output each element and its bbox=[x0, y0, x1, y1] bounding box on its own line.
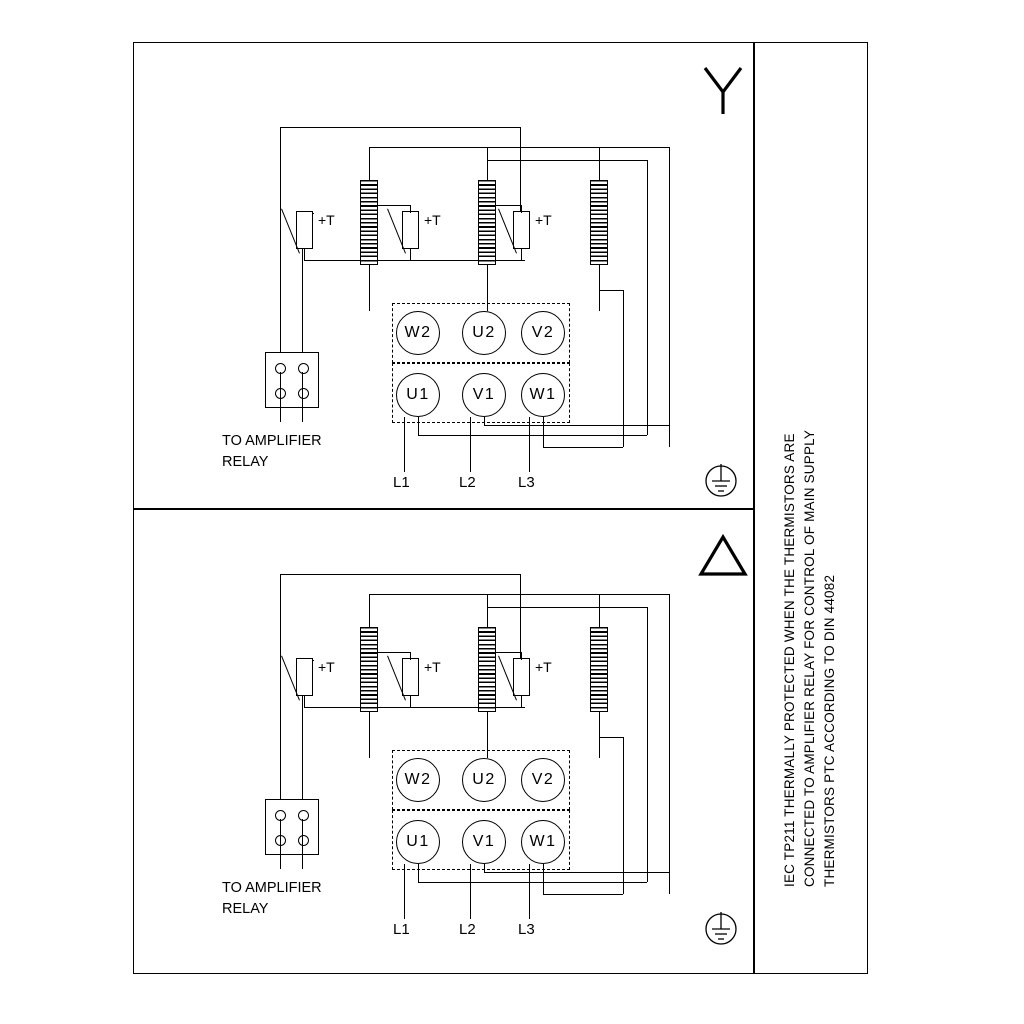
frame-divider-horizontal bbox=[133, 508, 753, 510]
return-wire bbox=[418, 864, 419, 882]
motor-winding-coil bbox=[590, 180, 608, 265]
motor-winding-coil bbox=[478, 180, 496, 265]
phase-lead-l1 bbox=[404, 864, 405, 919]
thermistor-wire bbox=[369, 205, 411, 206]
ptc-thermistor bbox=[296, 658, 313, 696]
connector-caption-line2: RELAY bbox=[222, 901, 269, 917]
motor-winding-coil bbox=[478, 627, 496, 712]
amplifier-connector-block[interactable] bbox=[265, 799, 319, 855]
side-note-line-3: THERMISTORS PTC ACCORDING TO DIN 44082 bbox=[822, 574, 837, 887]
thermistor-label: +T bbox=[318, 659, 335, 675]
terminal-u2[interactable]: U2 bbox=[462, 758, 506, 802]
phase-label-l1: L1 bbox=[393, 921, 410, 938]
bus-wire bbox=[647, 607, 648, 882]
ptc-thermistor bbox=[402, 211, 419, 249]
phase-label-l2: L2 bbox=[459, 474, 476, 491]
phase-lead-l2 bbox=[470, 864, 471, 919]
terminal-u1[interactable]: U1 bbox=[396, 820, 440, 864]
amplifier-connector-block[interactable] bbox=[265, 352, 319, 408]
connector-lead bbox=[302, 372, 303, 422]
thermistor-wire bbox=[521, 696, 522, 708]
connector-pin bbox=[298, 810, 309, 821]
thermistor-wire bbox=[521, 249, 522, 261]
thermistor-label: +T bbox=[318, 212, 335, 228]
motor-winding-coil bbox=[360, 627, 378, 712]
thermistor-wire bbox=[487, 652, 522, 653]
bus-wire bbox=[487, 160, 647, 161]
earth-ground-symbol bbox=[700, 460, 742, 502]
thermistor-label: +T bbox=[424, 212, 441, 228]
bus-wire bbox=[369, 147, 669, 148]
coil-lead bbox=[599, 594, 600, 627]
return-wire bbox=[599, 737, 623, 738]
return-wire bbox=[418, 417, 419, 435]
bus-wire bbox=[669, 594, 670, 894]
ptc-thermistor bbox=[513, 658, 530, 696]
coil-lead bbox=[599, 265, 600, 311]
terminal-w2[interactable]: W2 bbox=[396, 758, 440, 802]
bus-wire bbox=[280, 574, 520, 575]
motor-winding-coil bbox=[590, 627, 608, 712]
side-note-line-2: CONNECTED TO AMPLIFIER RELAY FOR CONTROL OF MAIN SUPPLY bbox=[802, 429, 817, 887]
thermistor-label: +T bbox=[535, 659, 552, 675]
coil-lead bbox=[599, 712, 600, 758]
thermistor-wire bbox=[304, 260, 410, 261]
thermistor-wire bbox=[521, 205, 522, 213]
star-wye-symbol bbox=[697, 62, 749, 118]
coil-lead bbox=[487, 147, 488, 180]
bus-wire bbox=[280, 127, 281, 372]
terminal-w1[interactable]: W1 bbox=[521, 373, 565, 417]
side-note-line-1: IEC TP211 THERMALLY PROTECTED WHEN THE THERMISTORS ARE bbox=[782, 433, 797, 887]
delta-triangle-symbol bbox=[697, 532, 749, 578]
return-wire bbox=[543, 894, 623, 895]
thermistor-wire bbox=[410, 707, 525, 708]
thermistor-wire bbox=[410, 652, 411, 660]
return-wire bbox=[484, 864, 485, 872]
motor-winding-coil bbox=[360, 180, 378, 265]
return-wire bbox=[623, 737, 624, 894]
terminal-u1[interactable]: U1 bbox=[396, 373, 440, 417]
connector-pin bbox=[298, 363, 309, 374]
connector-caption-line1: TO AMPLIFIER bbox=[222, 433, 322, 449]
return-wire bbox=[484, 872, 669, 873]
bus-wire bbox=[487, 607, 647, 608]
terminal-v2[interactable]: V2 bbox=[521, 758, 565, 802]
coil-lead bbox=[369, 265, 370, 311]
phase-lead-l1 bbox=[404, 417, 405, 472]
thermistor-label: +T bbox=[535, 212, 552, 228]
coil-lead bbox=[369, 712, 370, 758]
terminal-w1[interactable]: W1 bbox=[521, 820, 565, 864]
earth-ground-symbol bbox=[700, 908, 742, 950]
connector-lead bbox=[280, 372, 281, 422]
ptc-thermistor bbox=[402, 658, 419, 696]
bus-wire bbox=[280, 127, 520, 128]
ptc-thermistor bbox=[296, 211, 313, 249]
thermistor-wire bbox=[410, 205, 411, 213]
bus-wire bbox=[647, 160, 648, 435]
coil-lead bbox=[369, 594, 370, 627]
return-wire bbox=[484, 417, 485, 425]
connector-lead bbox=[280, 819, 281, 869]
return-wire bbox=[543, 447, 623, 448]
connector-lead bbox=[302, 819, 303, 869]
phase-label-l2: L2 bbox=[459, 921, 476, 938]
phase-label-l3: L3 bbox=[518, 921, 535, 938]
return-wire bbox=[599, 290, 623, 291]
connector-pin bbox=[298, 835, 309, 846]
thermistor-wire bbox=[487, 205, 522, 206]
bus-wire bbox=[280, 574, 281, 819]
return-wire bbox=[543, 864, 544, 894]
thermistor-wire bbox=[369, 652, 411, 653]
thermistor-wire bbox=[521, 652, 522, 660]
terminal-w2[interactable]: W2 bbox=[396, 311, 440, 355]
thermistor-label: +T bbox=[424, 659, 441, 675]
phase-lead-l2 bbox=[470, 417, 471, 472]
thermistor-wire bbox=[410, 260, 525, 261]
connector-caption-line2: RELAY bbox=[222, 454, 269, 470]
connector-pin bbox=[298, 388, 309, 399]
return-wire bbox=[543, 417, 544, 447]
return-wire bbox=[623, 290, 624, 447]
phase-label-l3: L3 bbox=[518, 474, 535, 491]
terminal-v1[interactable]: V1 bbox=[462, 820, 506, 864]
terminal-v1[interactable]: V1 bbox=[462, 373, 506, 417]
frame-divider-vertical bbox=[753, 42, 755, 974]
coil-lead bbox=[599, 147, 600, 180]
ptc-thermistor bbox=[513, 211, 530, 249]
connector-caption-line1: TO AMPLIFIER bbox=[222, 880, 322, 896]
return-wire bbox=[418, 882, 647, 883]
terminal-u2[interactable]: U2 bbox=[462, 311, 506, 355]
thermistor-wire bbox=[304, 707, 410, 708]
return-wire bbox=[484, 425, 669, 426]
return-wire bbox=[418, 435, 647, 436]
terminal-v2[interactable]: V2 bbox=[521, 311, 565, 355]
phase-label-l1: L1 bbox=[393, 474, 410, 491]
coil-lead bbox=[369, 147, 370, 180]
coil-lead bbox=[487, 594, 488, 627]
bus-wire bbox=[369, 594, 669, 595]
bus-wire bbox=[669, 147, 670, 447]
